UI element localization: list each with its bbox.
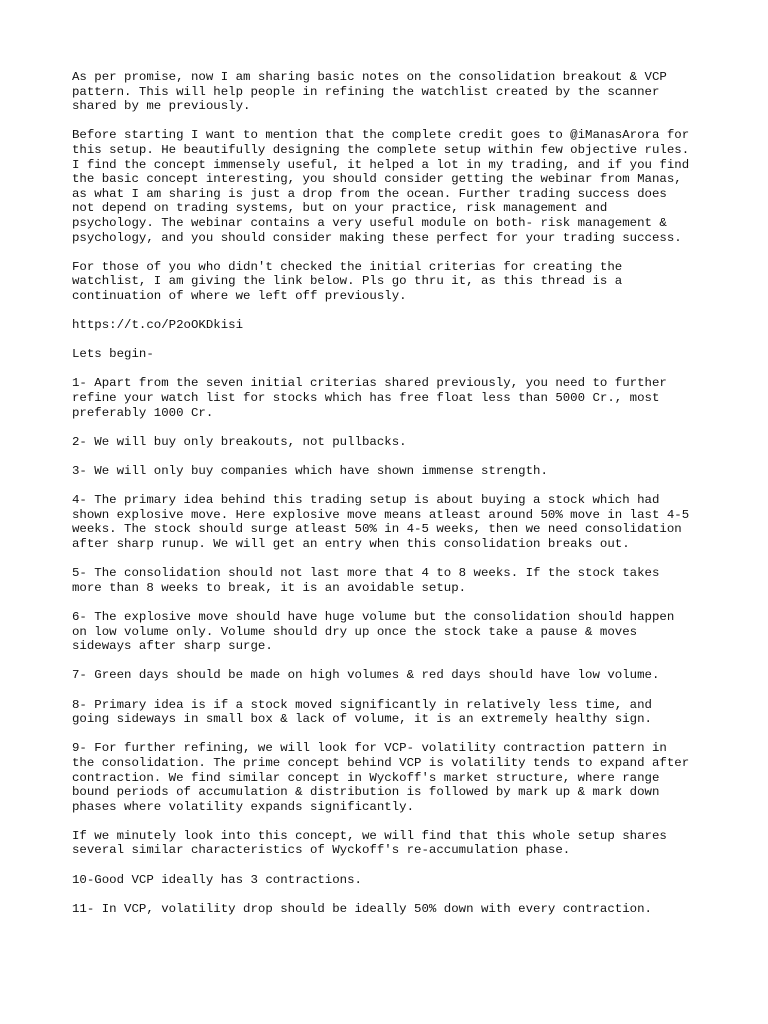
watchlist-paragraph: For those of you who didn't checked the initial criterias for creating the watchlist, I am giving the link below. Pls go thru it, as this thread is a continuation of where we left off previously. bbox=[72, 259, 623, 303]
intro-paragraph: As per promise, now I am sharing basic notes on the consolidation breakout & VCP pattern. This will help people in refining the watchlist created by the scanner shared by me previously. bbox=[72, 70, 667, 114]
document-body bbox=[72, 70, 712, 931]
rule-10: 10-Good VCP ideally has 3 contractions. bbox=[72, 872, 362, 887]
rule-1: 1- Apart from the seven initial criterias shared previously, you need to further refine your watch list for stocks which has free float less than 5000 Cr., most preferably 1000 Cr. bbox=[72, 376, 667, 420]
rule-5: 5- The consolidation should not last more that 4 to 8 weeks. If the stock takes more than 8 weeks to break, it is an avoidable setup. bbox=[72, 566, 660, 595]
wyckoff-paragraph: If we minutely look into this concept, we will find that this whole setup shares several similar characteristics of Wyckoff's re-accumulation phase. bbox=[72, 828, 667, 858]
link-text: https://t.co/P2oOKDkisi bbox=[72, 318, 244, 333]
rule-6: 6- The explosive move should have huge volume but the consolidation should happen on low volume only. Volume should dry up once the stock take a pause & moves sideways after sharp surge. bbox=[72, 609, 675, 654]
rule-8: 8- Primary idea is if a stock moved significantly in relatively less time, and going sideways in small box & lack of volume, it is an extremely healthy sign. bbox=[72, 697, 652, 727]
rule-3: 3- We will only buy companies which have shown immense strength. bbox=[72, 464, 548, 479]
rule-9: 9- For further refining, we will look for VCP- volatility contraction pattern in the consolidation. The prime concept behind VCP is volatility tends to expand after contraction. We find similar concept in Wyckoff's market structure, where range bound periods of accumulation & distribution is followed by mark up & mark down phases where volatility expands significantly. bbox=[72, 741, 690, 814]
rule-7: 7- Green days should be made on high volumes & red days should have low volume. bbox=[72, 668, 660, 683]
rule-11: 11- In VCP, volatility drop should be ideally 50% down with every contraction. bbox=[72, 901, 652, 916]
credit-paragraph: Before starting I want to mention that the complete credit goes to @iManasArora for this setup. He beautifully designing the complete setup within few objective rules. I find the concept immensely useful, it helped a lot in my trading, and if you find the basic concept interesting, you should consider getting the webinar from Manas, as what I am sharing is just a drop from the ocean. Further trading success does not depend on trading systems, but on your practice, risk management and psychology. The webinar contains a very useful module on both- risk management & psychology, and you should consider making these perfect for your trading success. bbox=[72, 128, 690, 245]
lets-begin-text: Lets begin- bbox=[72, 347, 154, 362]
rule-2: 2- We will buy only breakouts, not pullbacks. bbox=[72, 434, 407, 449]
rule-4: 4- The primary idea behind this trading setup is about buying a stock which had shown explosive move. Here explosive move means atleast around 50% move in last 4-5 weeks. The stock should surge atleast 50% in 4-5 weeks, then we need consolidation after sharp runup. We will get an entry when this consolidation breaks out. bbox=[72, 493, 690, 551]
